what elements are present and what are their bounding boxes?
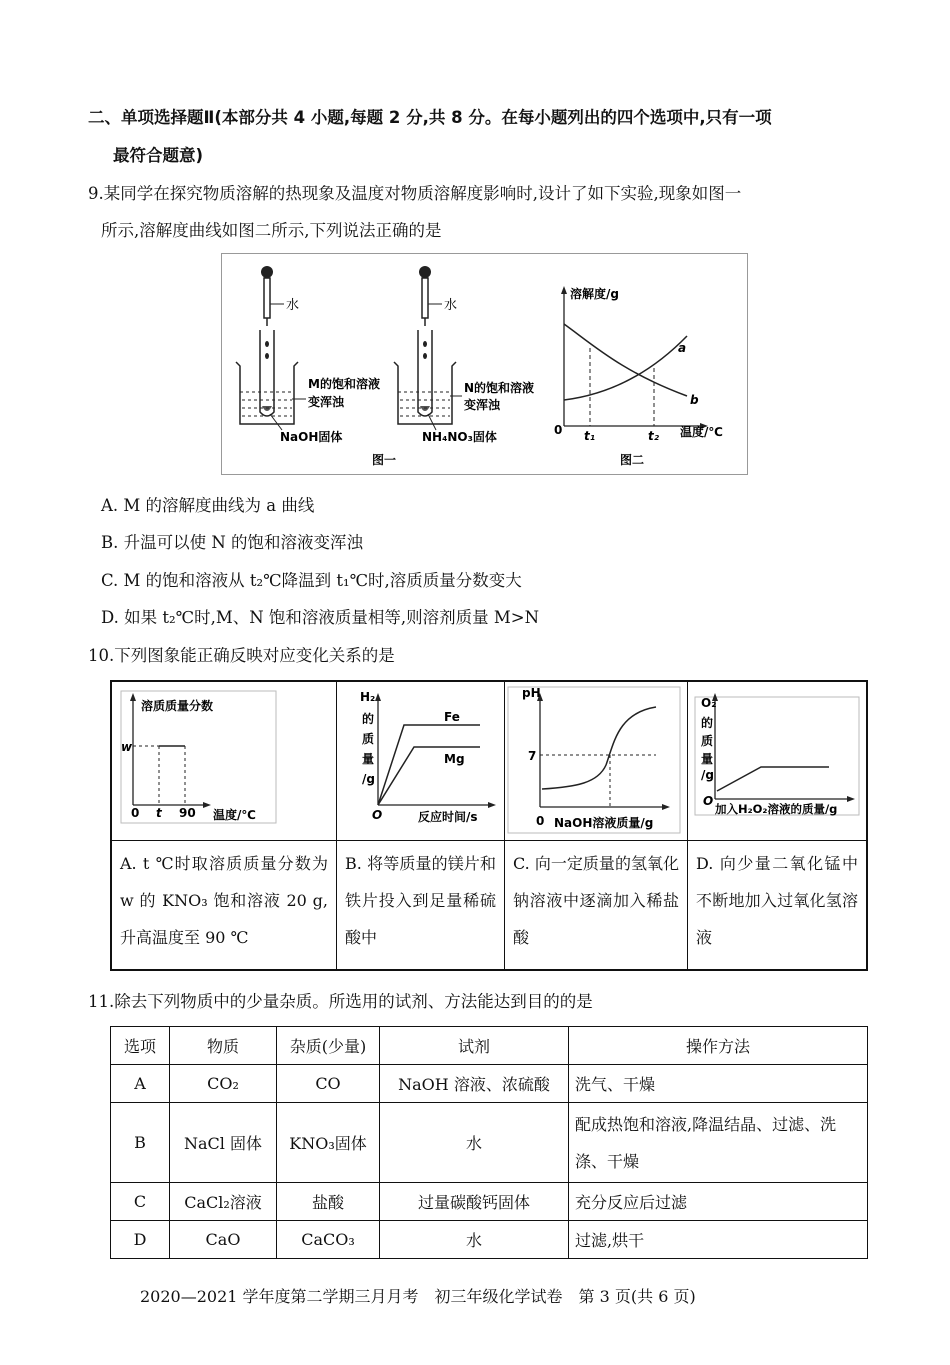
- g-a-xt: t: [156, 806, 162, 820]
- q10-graph-c: [506, 683, 686, 835]
- q9-option-b: B. 升温可以使 N 的饱和溶液变浑浊: [101, 533, 364, 552]
- q10-graph-c-cell: [505, 681, 688, 841]
- q9-figure-svg: [222, 254, 747, 474]
- q11-header: 物质: [170, 1027, 277, 1065]
- q11-cell: CaCl₂溶液: [170, 1183, 277, 1221]
- q10-graph-d: [689, 683, 865, 835]
- g-d-y2: 的: [701, 716, 714, 730]
- g-a-origin: 0: [131, 806, 140, 820]
- q10-option-d: D. 向少量二氧化锰中不断地加入过氧化氢溶液: [688, 841, 868, 971]
- q11-cell: 过滤,烘干: [569, 1221, 868, 1259]
- q11-cell: 洗气、干燥: [569, 1065, 868, 1103]
- sol-t2: t₂: [648, 429, 659, 443]
- curve-a: [564, 336, 687, 400]
- m-label-1: M的饱和溶液: [308, 377, 380, 391]
- g-c-xlabel: NaOH溶液质量/g: [554, 816, 654, 830]
- q11-header: 操作方法: [569, 1027, 868, 1065]
- dropper-1: [261, 266, 284, 326]
- q11-cell: NaOH 溶液、浓硫酸: [380, 1065, 569, 1103]
- q11-cell: 水: [380, 1221, 569, 1259]
- q11-table: [110, 1026, 868, 1259]
- curve-a-label: a: [678, 341, 687, 355]
- water-label-2: 水: [444, 298, 458, 313]
- q10-graph-b-cell: [337, 681, 505, 841]
- fe-line: [378, 725, 480, 805]
- beaker-1: [236, 362, 306, 430]
- q10-option-a: A. t ℃时取溶质质量分数为 w 的 KNO₃ 饱和溶液 20 g,升高温度至 90 ℃: [111, 841, 337, 971]
- q10-graph-a-cell: [111, 681, 337, 841]
- naoh-label: NaOH固体: [280, 430, 343, 444]
- q10-stem: 10.下列图象能正确反映对应变化关系的是: [88, 646, 395, 665]
- q11-cell: 过量碳酸钙固体: [380, 1183, 569, 1221]
- sol-t1: t₁: [584, 429, 595, 443]
- g-a-ytick: w: [121, 740, 133, 754]
- table-row: [111, 1183, 868, 1221]
- table-row: [111, 1065, 868, 1103]
- q10-graph-d-cell: [688, 681, 868, 841]
- g-b-y5: /g: [362, 772, 375, 786]
- q11-cell: KNO₃固体: [277, 1103, 380, 1183]
- ph-curve: [542, 707, 656, 789]
- q11-header: 选项: [111, 1027, 170, 1065]
- g-a-xlabel: 温度/℃: [213, 808, 256, 822]
- q10-graph-a: [113, 683, 335, 835]
- q9-stem-line2: 所示,溶解度曲线如图二所示,下列说法正确的是: [101, 221, 442, 240]
- g-b-origin: O: [372, 808, 383, 822]
- curve-b-label: b: [690, 393, 699, 407]
- g-d-y1: O₂: [701, 696, 717, 710]
- n-label-1: N的饱和溶液: [464, 381, 535, 395]
- q11-cell: 配成热饱和溶液,降温结晶、过滤、洗涤、干燥: [569, 1103, 868, 1183]
- q11-cell: NaCl 固体: [170, 1103, 277, 1183]
- m-label-2: 变浑浊: [308, 395, 345, 409]
- g-d-y5: /g: [701, 768, 714, 782]
- q11-header: 试剂: [380, 1027, 569, 1065]
- g-d-origin: O: [703, 794, 714, 808]
- q10-graph-b: [338, 683, 503, 835]
- q9-option-a: A. M 的溶解度曲线为 a 曲线: [101, 496, 315, 515]
- q9-option-d: D. 如果 t₂℃时,M、N 饱和溶液质量相等,则溶剂质量 M>N: [101, 608, 540, 627]
- fig1-caption: 图一: [372, 453, 397, 467]
- q10-option-c: C. 向一定质量的氢氧化钠溶液中逐滴加入稀盐酸: [505, 841, 688, 971]
- q11-cell: 水: [380, 1103, 569, 1183]
- nh4no3-label: NH₄NO₃固体: [422, 430, 497, 444]
- g-a-ylabel: 溶质质量分数: [141, 699, 214, 713]
- sol-origin: 0: [554, 423, 563, 437]
- water-label-1: 水: [286, 298, 300, 313]
- g-c-origin: 0: [536, 814, 545, 828]
- dropper-2: [419, 266, 442, 326]
- q11-cell: 盐酸: [277, 1183, 380, 1221]
- g-b-y1: H₂: [360, 690, 376, 704]
- curve-b: [564, 324, 687, 396]
- q11-stem: 11.除去下列物质中的少量杂质。所选用的试剂、方法能达到目的的是: [88, 992, 593, 1011]
- q11-cell: 充分反应后过滤: [569, 1183, 868, 1221]
- solubility-chart: [561, 286, 708, 429]
- page-footer: 2020—2021 学年度第二学期三月月考 初三年级化学试卷 第 3 页(共 6 页): [140, 1287, 696, 1306]
- q11-cell: D: [111, 1221, 170, 1259]
- section-header-line1: 二、单项选择题Ⅱ(本部分共 4 小题,每题 2 分,共 8 分。在每小题列出的四个选项中,只有一项: [88, 108, 772, 127]
- q11-cell: CaO: [170, 1221, 277, 1259]
- q9-option-c: C. M 的饱和溶液从 t₂℃降温到 t₁℃时,溶质质量分数变大: [101, 571, 522, 590]
- n-label-2: 变浑浊: [464, 398, 501, 412]
- g-c-y7: 7: [528, 749, 537, 763]
- q11-header: 杂质(少量): [277, 1027, 380, 1065]
- test-tube-1: [260, 330, 274, 416]
- q11-cell: CO: [277, 1065, 380, 1103]
- o2-line: [717, 767, 829, 791]
- g-d-y4: 量: [701, 752, 714, 766]
- q10-table: [110, 680, 868, 971]
- g-c-ylabel: pH: [522, 686, 541, 700]
- test-tube-2: [418, 330, 432, 416]
- fig2-caption: 图二: [620, 453, 645, 467]
- table-row: [111, 1103, 868, 1183]
- g-d-xlabel: 加入H₂O₂溶液的质量/g: [715, 802, 838, 816]
- section-header-line2: 最符合题意): [113, 146, 204, 165]
- q9-figure: [221, 253, 748, 475]
- g-b-mg: Mg: [444, 752, 465, 766]
- g-b-y4: 量: [362, 752, 375, 766]
- q11-cell: C: [111, 1183, 170, 1221]
- sol-xlabel: 温度/℃: [680, 425, 723, 439]
- q10-option-b: B. 将等质量的镁片和铁片投入到足量稀硫酸中: [337, 841, 505, 971]
- q11-cell: CaCO₃: [277, 1221, 380, 1259]
- sol-ylabel: 溶解度/g: [570, 287, 619, 301]
- q11-cell: A: [111, 1065, 170, 1103]
- beaker-2: [394, 362, 462, 430]
- q9-stem-line1: 9.某同学在探究物质溶解的热现象及温度对物质溶解度影响时,设计了如下实验,现象如图一: [88, 184, 742, 203]
- g-b-fe: Fe: [444, 710, 460, 724]
- g-b-y3: 质: [362, 732, 375, 746]
- q11-cell: B: [111, 1103, 170, 1183]
- g-d-y3: 质: [701, 734, 714, 748]
- g-a-x90: 90: [179, 806, 196, 820]
- q11-cell: CO₂: [170, 1065, 277, 1103]
- table-row: [111, 1221, 868, 1259]
- g-b-y2: 的: [362, 712, 375, 726]
- g-b-xlabel: 反应时间/s: [418, 810, 478, 824]
